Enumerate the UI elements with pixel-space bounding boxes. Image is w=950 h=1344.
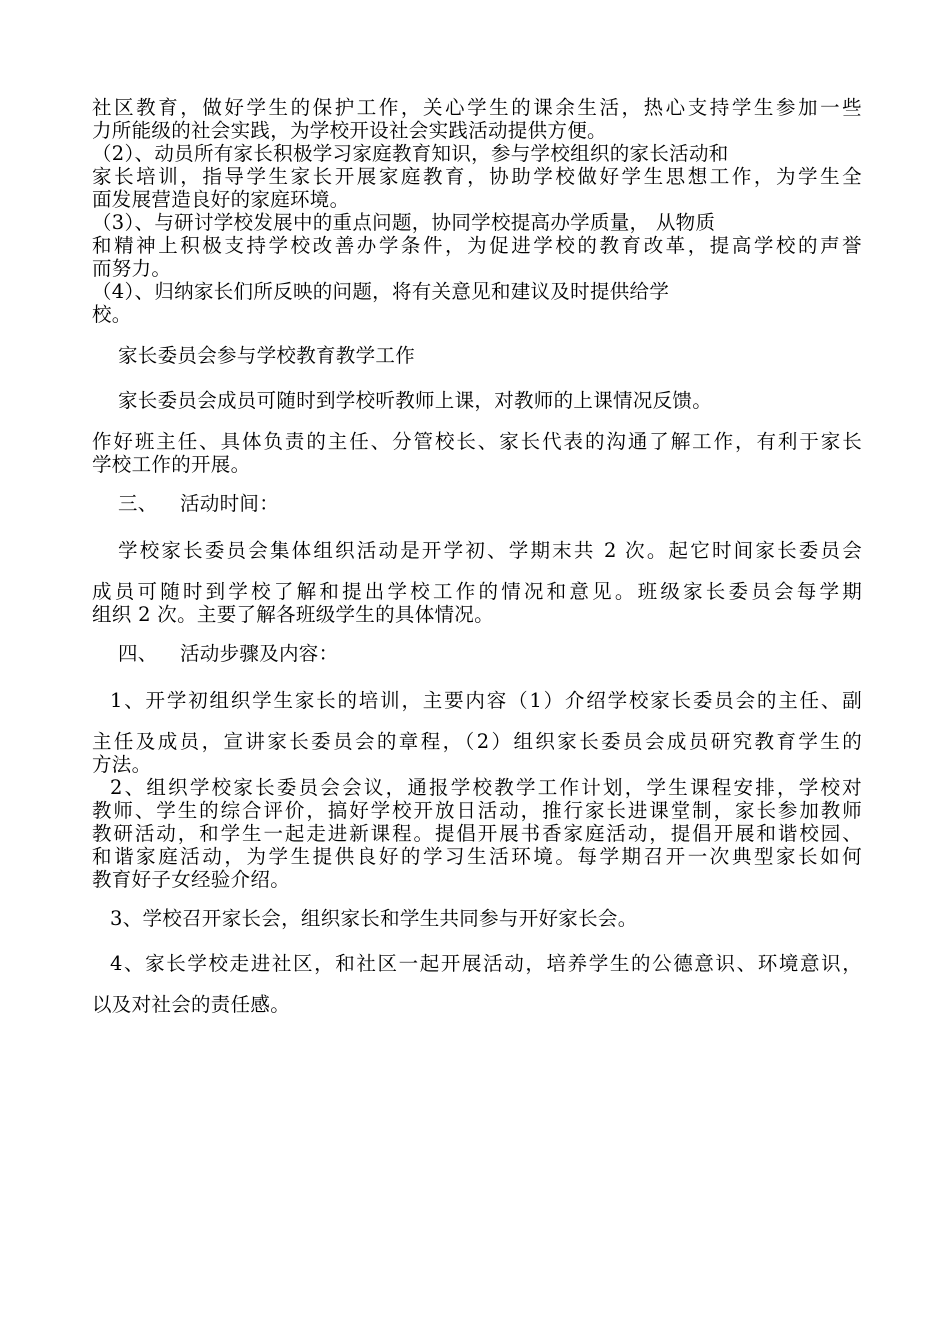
text-line: 教育好子女经验介绍。 bbox=[92, 868, 291, 891]
paragraph-step-4 bbox=[92, 952, 862, 1016]
text-line: 2、组织学校家长委员会会议，通报学校教学工作计划，学生课程安排，学校对 bbox=[110, 776, 862, 799]
section-heading-activity-steps bbox=[92, 642, 862, 665]
text-line: 主任及成员，宣讲家长委员会的章程，（2）组织家长委员会成员研究教育学生的 bbox=[92, 730, 862, 753]
text-line: 4、家长学校走进社区，和社区一起开展活动，培养学生的公德意识、环境意识， bbox=[110, 952, 862, 975]
text-line: 作好班主任、具体负责的主任、分管校长、家长代表的沟通了解工作，有利于家长 bbox=[92, 430, 862, 453]
text-line: 成员可随时到学校了解和提出学校工作的情况和意见。班级家长委员会每学期 bbox=[92, 580, 862, 603]
text-line: 社区教育，做好学生的保护工作，关心学生的课余生活，热心支持学生参加一些 bbox=[92, 96, 862, 119]
heading-text: 活动步骤及内容： bbox=[180, 642, 339, 665]
paragraph-item-2 bbox=[92, 142, 862, 211]
paragraph-step-3 bbox=[92, 907, 862, 930]
text-line: 家长培训，指导学生家长开展家庭教育，协助学校做好学生思想工作，为学生全 bbox=[92, 165, 862, 188]
paragraph-step-1 bbox=[92, 689, 862, 776]
text-line: 力所能级的社会实践，为学校开设社会实践活动提供方便。 bbox=[92, 119, 607, 142]
paragraph-communication bbox=[92, 430, 862, 476]
text-line: 校。 bbox=[92, 303, 132, 326]
text-line: 1、开学初组织学生家长的培训，主要内容（1）介绍学校家长委员会的主任、副 bbox=[110, 689, 862, 712]
paragraph-class-observation bbox=[92, 389, 862, 412]
paragraph-step-2 bbox=[92, 776, 862, 891]
text-line: （4）、归纳家长们所反映的问题，将有关意见和建议及时提供给学 bbox=[92, 280, 670, 303]
heading-text: 活动时间： bbox=[180, 492, 280, 515]
paragraph-item-4 bbox=[92, 280, 862, 326]
text-line: 以及对社会的责任感。 bbox=[92, 993, 291, 1016]
text-line: 和谐家庭活动，为学生提供良好的学习生活环境。每学期召开一次典型家长如何 bbox=[92, 845, 862, 868]
text-line: 教师、学生的综合评价，搞好学校开放日活动，推行家长进课堂制，家长参加教师 bbox=[92, 799, 862, 822]
text-line: 教研活动，和学生一起走进新课程。提倡开展书香家庭活动，提倡开展和谐校园、 bbox=[92, 822, 862, 845]
text-line: 和精神上积极支持学校改善办学条件，为促进学校的教育改革，提高学校的声誉 bbox=[92, 234, 862, 257]
text-line: 面发展营造良好的家庭环境。 bbox=[92, 188, 350, 211]
document-page bbox=[92, 96, 862, 1016]
text-line: 方法。 bbox=[92, 753, 152, 776]
text-line: 组织 2 次。主要了解各班级学生的具体情况。 bbox=[92, 603, 494, 626]
heading-line bbox=[92, 642, 862, 665]
paragraph-participation-title bbox=[92, 344, 862, 367]
heading-number: 三、 bbox=[118, 492, 158, 515]
text-line: 而努力。 bbox=[92, 257, 172, 280]
paragraph-community-support bbox=[92, 96, 862, 142]
text-line: 学校家长委员会集体组织活动是开学初、学期末共 2 次。起它时间家长委员会 bbox=[118, 539, 862, 562]
text-line: 3、学校召开家长会，组织家长和学生共同参与开好家长会。 bbox=[110, 907, 638, 930]
text-line: 家长委员会成员可随时到学校听教师上课，对教师的上课情况反馈。 bbox=[118, 389, 713, 412]
paragraph-activity-time bbox=[92, 539, 862, 626]
text-line: 家长委员会参与学校教育教学工作 bbox=[118, 344, 416, 367]
text-line: （3）、与研讨学校发展中的重点问题，协同学校提高办学质量， 从物质 bbox=[92, 211, 716, 234]
section-heading-activity-time bbox=[92, 492, 862, 515]
heading-line bbox=[92, 492, 862, 515]
paragraph-item-3 bbox=[92, 211, 862, 280]
heading-number: 四、 bbox=[118, 642, 158, 665]
text-line: 学校工作的开展。 bbox=[92, 453, 251, 476]
text-line: （2）、动员所有家长积极学习家庭教育知识，参与学校组织的家长活动和 bbox=[92, 142, 729, 165]
